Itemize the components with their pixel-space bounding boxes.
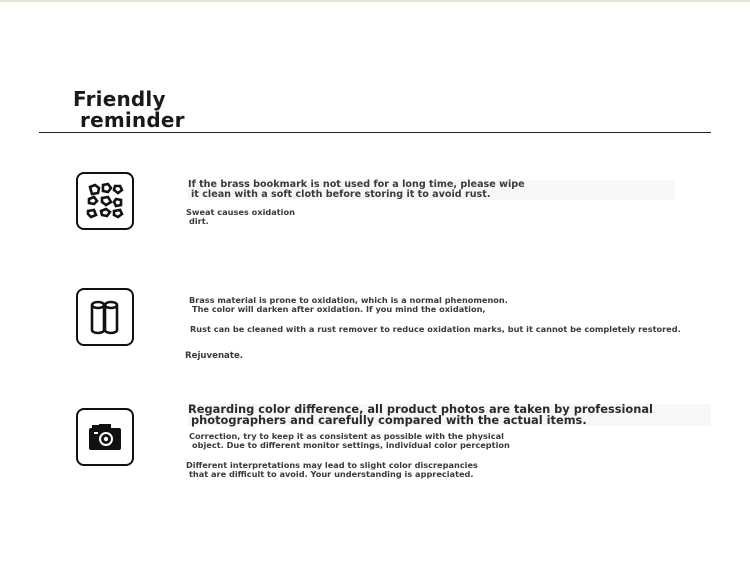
section3-text-a xyxy=(188,404,711,426)
section3-text-c xyxy=(186,461,478,479)
section3-text-b xyxy=(189,432,510,450)
section1-text-b-line2: dirt. xyxy=(189,216,209,226)
rolls-icon xyxy=(76,288,134,346)
title-line-1: Friendly xyxy=(73,87,166,111)
section2-text-a-line2: The color will darken after oxidation. If you mind the oxidation, xyxy=(192,304,486,314)
section1-text-a-line1: If the brass bookmark is not used for a long time, please wipe xyxy=(188,179,525,190)
title-line-2: reminder xyxy=(80,108,185,132)
section3-text-c-line2: that are difficult to avoid. Your understanding is appreciated. xyxy=(189,469,474,479)
section2-text-c: Rejuvenate. xyxy=(185,351,244,361)
section2-text-a xyxy=(189,296,508,314)
section3-text-a-line2: photographers and carefully compared with the actual items. xyxy=(191,413,587,427)
stones-icon xyxy=(76,172,134,230)
top-border xyxy=(0,0,750,2)
section1-text-a xyxy=(188,180,675,200)
section1-text-b-line1: Sweat causes oxidation xyxy=(186,207,295,217)
section1-text-a-line2: it clean with a soft cloth before storing it to avoid rust. xyxy=(191,189,491,200)
section3-text-b-line2: object. Due to different monitor settings, individual color perception xyxy=(192,440,510,450)
section3-text-b-line1: Correction, try to keep it as consistent as possible with the physical xyxy=(189,431,504,441)
section3-text-c-line1: Different interpretations may lead to slight color discrepancies xyxy=(186,460,478,470)
section2-text-b: Rust can be cleaned with a rust remover to reduce oxidation marks, but it cannot be completely restored. xyxy=(190,324,681,334)
section3-text-a-line1: Regarding color difference, all product photos are taken by professional xyxy=(188,402,653,416)
section1-text-b xyxy=(186,208,295,226)
section2-text-a-line1: Brass material is prone to oxidation, which is a normal phenomenon. xyxy=(189,295,508,305)
camera-icon xyxy=(76,408,134,466)
page-title xyxy=(73,89,185,131)
title-divider xyxy=(39,132,711,133)
